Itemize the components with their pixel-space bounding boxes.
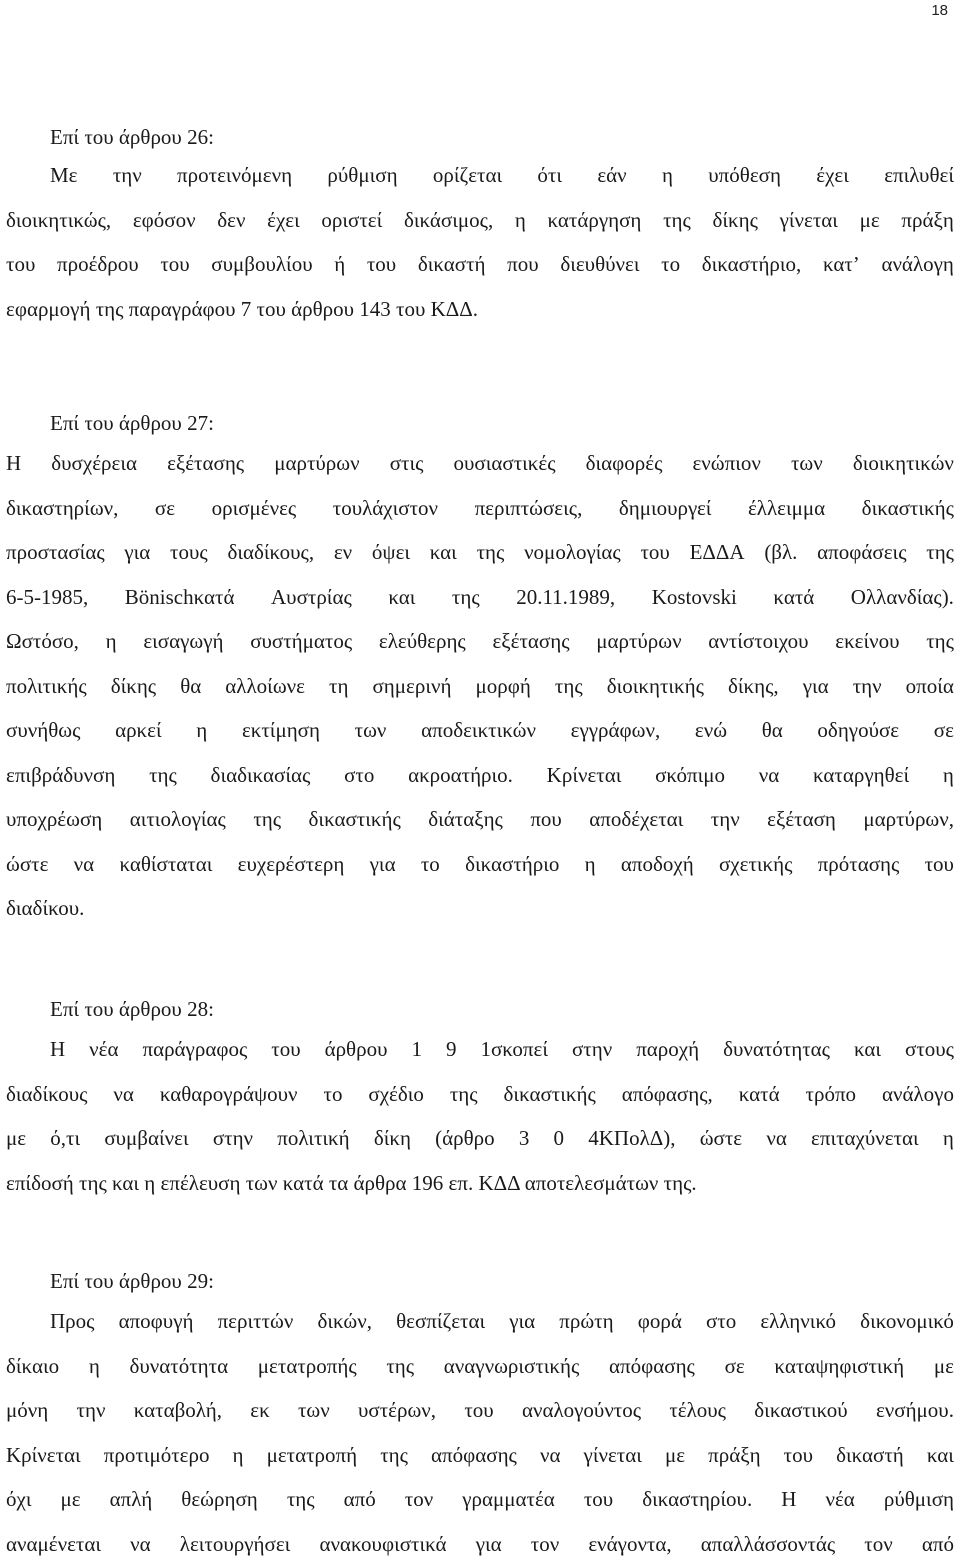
- paragraph-line: Κρίνεται προτιμότερο η μετατροπή της απόφασης να γίνεται με πράξη του δικαστή και: [6, 1442, 954, 1467]
- paragraph-line: με ό,τι συμβαίνει στην πολιτική δίκη (άρθρο 3 0 4ΚΠολΔ), ώστε να επιταχύνεται η: [6, 1126, 954, 1150]
- paragraph-line: υποχρέωση αιτιολογίας της δικαστικής διάταξης που αποδέχεται την εξέταση μαρτύρων,: [6, 807, 954, 831]
- section-heading: Επί του άρθρου 26:: [50, 125, 214, 149]
- paragraph-line: Η νέα παράγραφος του άρθρου 1 9 1σκοπεί στην παροχή δυνατότητας και στους: [50, 1037, 954, 1061]
- section-article-28: [6, 994, 954, 1205]
- paragraph-line: διοικητικώς, εφόσον δεν έχει οριστεί δικάσιμος, η κατάργηση της δίκης γίνεται με πράξη: [6, 207, 954, 232]
- section-article-27: [6, 408, 954, 931]
- section-article-26: [6, 122, 954, 331]
- page-number: 18: [931, 2, 948, 19]
- paragraph-line: Με την προτεινόμενη ρύθμιση ορίζεται ότι εάν η υπόθεση έχει επιλυθεί: [50, 163, 954, 187]
- section-article-29: [6, 1266, 954, 1566]
- paragraph-line: συνήθως αρκεί η εκτίμηση των αποδεικτικών εγγράφων, ενώ θα οδηγούσε σε: [6, 718, 954, 742]
- section-heading: Επί του άρθρου 27:: [50, 411, 214, 435]
- paragraph-line: αναμένεται να λειτουργήσει ανακουφιστικά για τον ενάγοντα, απαλλάσσοντάς τον από: [6, 1531, 954, 1556]
- paragraph-line: δίκαιο η δυνατότητα μετατροπής της αναγνωριστικής απόφασης σε καταψηφιστική με: [6, 1353, 954, 1378]
- paragraph-line: όχι με απλή θεώρηση της από τον γραμματέα του δικαστηρίου. Η νέα ρύθμιση: [6, 1487, 954, 1511]
- paragraph-line: επιβράδυνση της διαδικασίας στο ακροατήριο. Κρίνεται σκόπιμο να καταργηθεί η: [6, 762, 954, 787]
- paragraph-line: Προς αποφυγή περιττών δικών, θεσπίζεται για πρώτη φορά στο ελληνικό δικονομικό: [50, 1309, 954, 1333]
- paragraph-line: εφαρμογή της παραγράφου 7 του άρθρου 143 του ΚΔΔ.: [6, 296, 479, 321]
- paragraph-line: του προέδρου του συμβουλίου ή του δικαστή που διευθύνει το δικαστήριο, κατ’ ανάλογη: [6, 252, 954, 276]
- paragraph-line: Ωστόσο, η εισαγωγή συστήματος ελεύθερης εξέτασης μαρτύρων αντίστοιχου εκείνου της: [6, 629, 954, 653]
- paragraph-line: επίδοσή της και η επέλευση των κατά τα άρθρα 196 επ. ΚΔΔ αποτελεσμάτων της.: [6, 1170, 697, 1195]
- paragraph-line: διαδίκου.: [6, 896, 85, 920]
- paragraph-line: 6-5-1985, Bönischκατά Αυστρίας και της 20.11.1989, Kostovski κατά Ολλανδίας).: [6, 584, 954, 609]
- paragraph-line: Η δυσχέρεια εξέτασης μαρτύρων στις ουσιαστικές διαφορές ενώπιον των διοικητικών: [6, 451, 954, 475]
- paragraph-line: δικαστηρίων, σε ορισμένες τουλάχιστον περιπτώσεις, δημιουργεί έλλειμμα δικαστικής: [6, 495, 954, 520]
- paragraph-line: μόνη την καταβολή, εκ των υστέρων, του αναλογούντος τέλους δικαστικού ενσήμου.: [6, 1398, 954, 1422]
- section-heading: Επί του άρθρου 29:: [50, 1269, 214, 1293]
- paragraph-line: πολιτικής δίκης θα αλλοίωνε τη σημερινή μορφή της διοικητικής δίκης, για την οποία: [6, 673, 954, 698]
- paragraph-line: προστασίας για τους διαδίκους, εν όψει και της νομολογίας του ΕΔΔΑ (βλ. αποφάσεις της: [6, 540, 954, 564]
- paragraph-line: ώστε να καθίσταται ευχερέστερη για το δικαστήριο η αποδοχή σχετικής πρότασης του: [6, 851, 954, 876]
- section-heading: Επί του άρθρου 28:: [50, 997, 214, 1021]
- paragraph-line: διαδίκους να καθαρογράψουν το σχέδιο της δικαστικής απόφασης, κατά τρόπο ανάλογο: [6, 1081, 954, 1106]
